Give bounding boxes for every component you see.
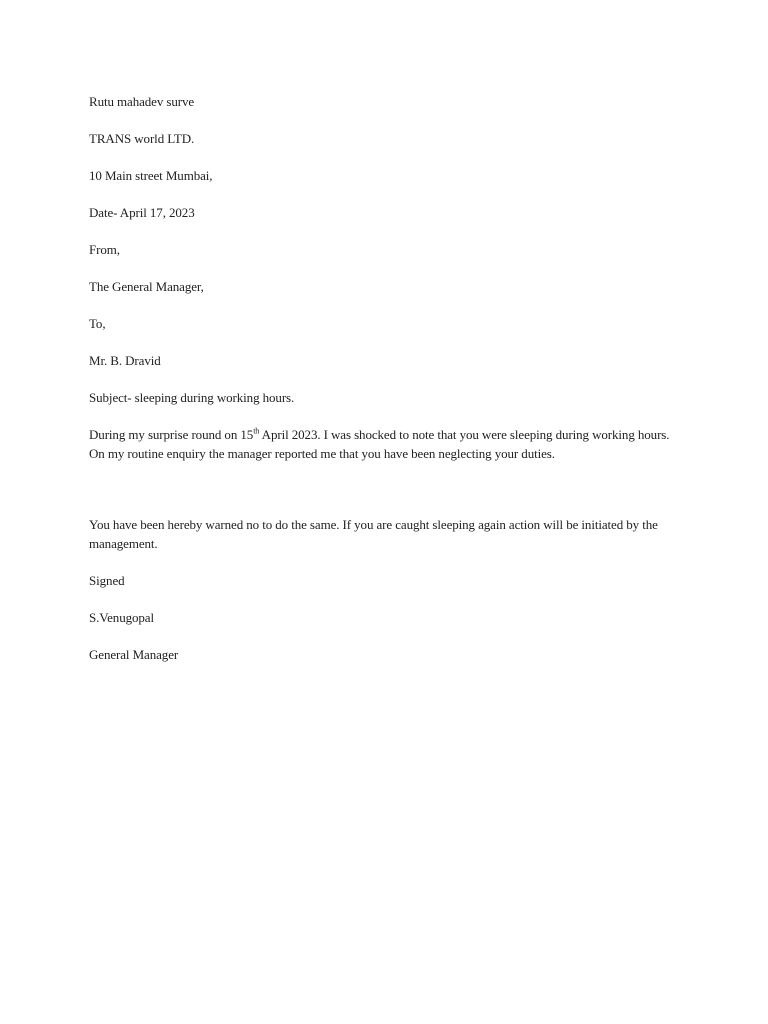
sender-name: Rutu mahadev surve	[89, 94, 195, 109]
from-value: The General Manager,	[89, 279, 204, 294]
body-paragraph-2: You have been hereby warned no to do the same. If you are caught sleeping again action will be initiated by the management.	[89, 517, 658, 551]
signed-label: Signed	[89, 573, 125, 588]
from-label: From,	[89, 242, 120, 257]
address-line: 10 Main street Mumbai,	[89, 168, 213, 183]
ordinal-suffix: th	[253, 426, 260, 436]
to-label: To,	[89, 316, 106, 331]
body-paragraph-1-rest: April 2023. I was shocked to note that you were sleeping during working hours. On my routine enquiry the manager reported me that you have been neglecting your duties.	[89, 427, 670, 461]
letter-date: Date- April 17, 2023	[89, 205, 195, 220]
body-paragraph-1	[89, 425, 679, 463]
subject-line: Subject- sleeping during working hours.	[89, 390, 295, 405]
body-paragraph-1-start: During my surprise round on 15	[89, 427, 254, 442]
to-value: Mr. B. Dravid	[89, 353, 161, 368]
signatory-title: General Manager	[89, 647, 179, 662]
signatory-name: S.Venugopal	[89, 610, 154, 625]
company-name: TRANS world LTD.	[89, 131, 195, 146]
